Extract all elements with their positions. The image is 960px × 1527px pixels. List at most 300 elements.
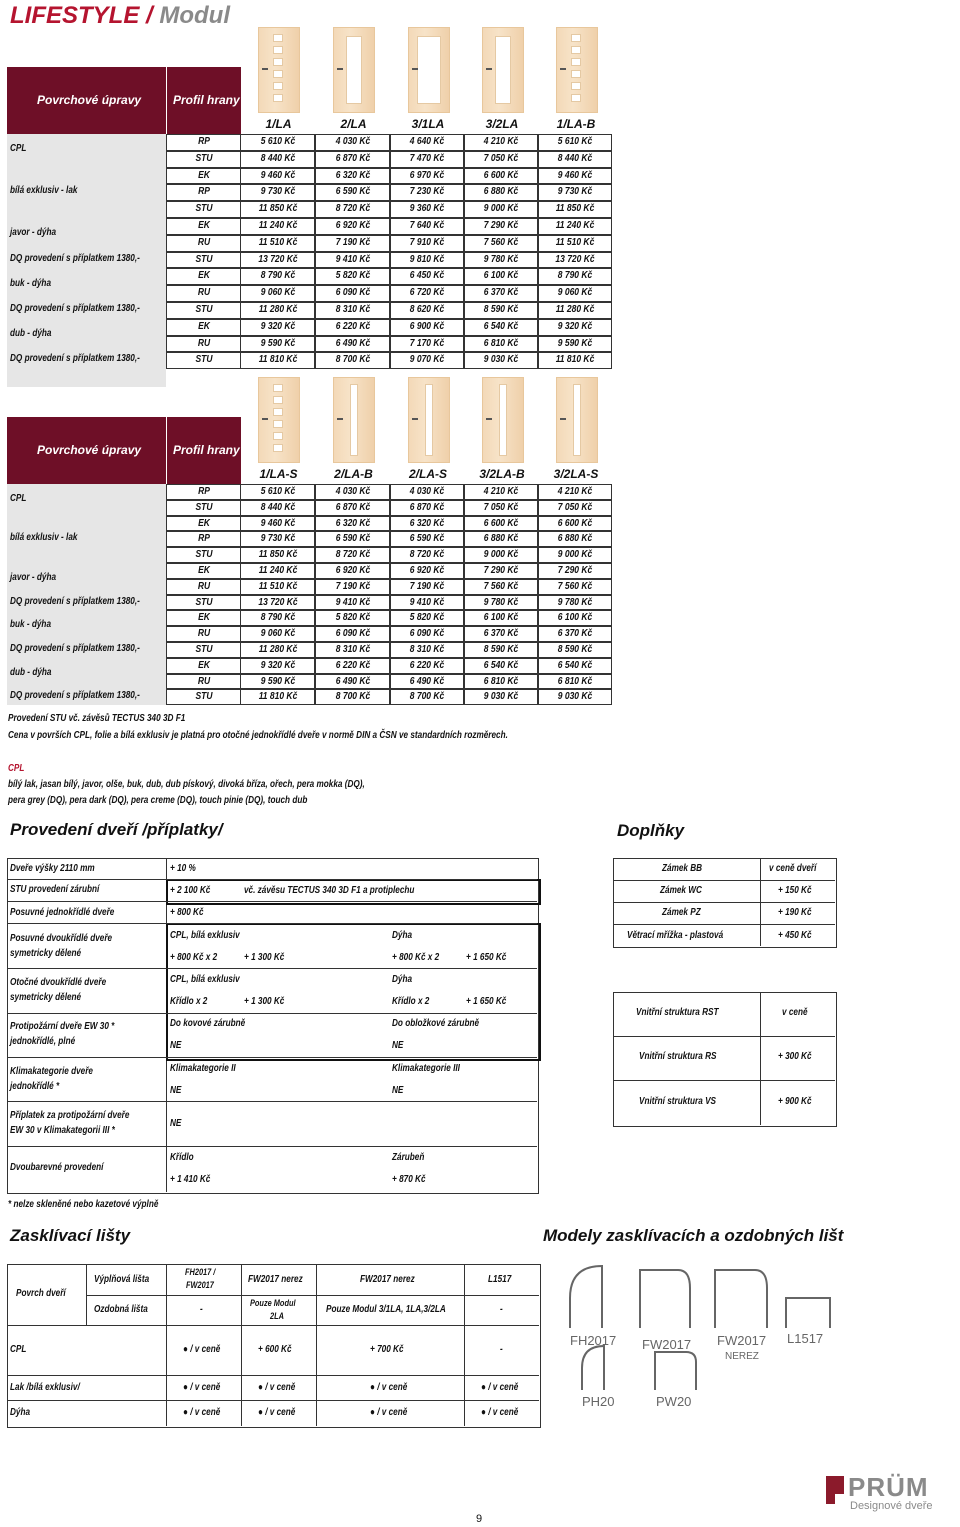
- cell-text: 9 060 Kč: [260, 628, 295, 640]
- listy-title: Zasklívací lišty: [10, 1226, 131, 1245]
- r5-label2: symetricky dělené: [10, 992, 82, 1003]
- doplnky-value: + 450 Kč: [777, 930, 812, 941]
- cell-text: 9 590 Kč: [260, 337, 295, 349]
- door-thumbnail: [408, 377, 450, 463]
- cell-text: 6 600 Kč: [483, 169, 519, 181]
- profile-cell: [166, 658, 241, 674]
- profile-cell: [166, 642, 241, 658]
- price-cell: [240, 579, 315, 595]
- doplnky-label: Zámek WC: [660, 885, 703, 896]
- line: [613, 1036, 835, 1037]
- cell-text: 9 410 Kč: [409, 596, 445, 608]
- listy-cell: ● / v ceně: [183, 1407, 221, 1418]
- ozd-4: -: [500, 1304, 503, 1315]
- row-label: [10, 353, 168, 364]
- row-label: [10, 227, 66, 238]
- cell-text: 6 540 Kč: [557, 659, 593, 671]
- listy-cell: ● / v ceně: [370, 1407, 408, 1418]
- cell-text: 11 280 Kč: [555, 304, 595, 315]
- price-cell: [240, 184, 315, 201]
- price-cell: [390, 547, 464, 563]
- price-cell: [240, 151, 315, 168]
- price-cell: [240, 689, 315, 705]
- cell-text: 11 810 Kč: [555, 354, 595, 366]
- door-thumbnail: [482, 377, 524, 463]
- doplnky-title: Doplňky: [617, 821, 685, 840]
- cell-text: 7 290 Kč: [483, 565, 519, 576]
- price-cell: [240, 610, 315, 626]
- cell-text: 13 720 Kč: [555, 253, 595, 265]
- profile-cell: [166, 268, 241, 285]
- price-cell: [538, 579, 612, 595]
- price-cell: [464, 151, 538, 168]
- line: [7, 1325, 539, 1326]
- cell-text: 8 590 Kč: [483, 304, 519, 315]
- cell-text: STU: [195, 501, 212, 513]
- price-cell: [240, 516, 315, 532]
- door-thumbnail: [556, 27, 598, 113]
- cell-text: 6 450 Kč: [409, 270, 445, 282]
- row-label-text: dub - dýha: [10, 328, 52, 340]
- cell-text: 7 910 Kč: [409, 236, 445, 248]
- cell-text: 9 730 Kč: [260, 186, 295, 198]
- price-cell: [538, 268, 612, 285]
- r5-b2: + 1 650 Kč: [466, 996, 507, 1007]
- cell-text: 8 590 Kč: [557, 644, 593, 655]
- price-cell: [464, 689, 538, 705]
- price-cell: [390, 674, 464, 690]
- cell-text: 8 590 Kč: [483, 644, 519, 655]
- price-cell: [315, 285, 390, 302]
- price-cell: [464, 319, 538, 336]
- cell-text: EK: [197, 270, 210, 282]
- door-thumbnail: [258, 27, 300, 113]
- col-fh-b: FW2017: [186, 1280, 215, 1290]
- listy-cell: + 600 Kč: [258, 1344, 292, 1355]
- r7-label2: jednokřídlé *: [10, 1081, 60, 1092]
- price-cell: [464, 134, 538, 151]
- r9-label: Dvoubarevné provedení: [10, 1162, 104, 1173]
- price-cell: [390, 500, 464, 516]
- r3-label: Posuvné jednokřídlé dveře: [10, 907, 115, 918]
- struct-value: v ceně: [782, 1007, 808, 1018]
- price-cell: [390, 484, 464, 500]
- profile-fw2017-shape: [640, 1270, 690, 1328]
- r4-a: CPL, bílá exklusiv: [170, 930, 240, 941]
- cell-text: 6 370 Kč: [483, 287, 519, 299]
- col-fw-nerez: FW2017 nerez: [248, 1274, 303, 1285]
- cell-text: RU: [197, 287, 210, 299]
- cpl-title: CPL: [8, 763, 25, 774]
- cell-text: 6 490 Kč: [409, 675, 445, 687]
- r5-a1: Křídlo x 2: [170, 996, 208, 1007]
- price-cell: [464, 268, 538, 285]
- listy-cell: ● / v ceně: [183, 1344, 221, 1355]
- price-cell: [390, 201, 464, 218]
- column-header: 2/LA-S: [408, 467, 447, 481]
- row-label-text: DQ provedení s příplatkem 1380,-: [10, 595, 140, 607]
- r6-label2: jednokřídlé, plné: [10, 1036, 76, 1047]
- profile-cell: [166, 319, 241, 336]
- r7-a1: NE: [170, 1085, 182, 1096]
- cell-text: 9 060 Kč: [260, 287, 295, 299]
- profile-cell: [166, 168, 241, 185]
- price-cell: [390, 642, 464, 658]
- cell-text: 6 490 Kč: [335, 675, 370, 687]
- listy-cell: ● / v ceně: [258, 1407, 296, 1418]
- price-cell: [315, 626, 390, 642]
- price-cell: [315, 218, 390, 235]
- price-cell: [315, 268, 390, 285]
- profile-cell: [166, 500, 241, 516]
- cell-text: 8 720 Kč: [335, 549, 370, 561]
- struct-label: Vnitřní struktura RS: [638, 1051, 717, 1062]
- cell-text: 8 310 Kč: [335, 644, 370, 655]
- cell-text: 6 870 Kč: [335, 152, 370, 164]
- row-label-text: DQ provedení s příplatkem 1380,-: [10, 252, 140, 264]
- listy-cell: ● / v ceně: [258, 1382, 296, 1393]
- door-thumbnail: [258, 377, 300, 463]
- cell-text: 11 850 Kč: [258, 549, 297, 561]
- cell-text: STU: [195, 354, 212, 366]
- price-cell: [390, 319, 464, 336]
- profile-fw2017: FW2017: [642, 1337, 692, 1352]
- profile-cell: [166, 252, 241, 269]
- row-label: [10, 690, 168, 701]
- cell-text: 6 320 Kč: [335, 169, 370, 181]
- price-cell: [240, 563, 315, 579]
- logo-square-1: [826, 1476, 844, 1494]
- profile-fw2017-nerez: FW2017: [717, 1333, 767, 1348]
- profile-cell: [166, 531, 241, 547]
- cell-text: 7 050 Kč: [557, 501, 593, 513]
- profile-cell: [166, 626, 241, 642]
- price-cell: [315, 352, 390, 369]
- profile-cell: [166, 547, 241, 563]
- cell-text: 9 410 Kč: [335, 596, 370, 608]
- options-highlight: [166, 923, 541, 1061]
- price-cell: [315, 168, 390, 185]
- cell-text: STU: [195, 253, 212, 265]
- profile-l1517-shape: [786, 1298, 830, 1328]
- price-cell: [240, 134, 315, 151]
- cell-text: 9 000 Kč: [483, 549, 519, 561]
- cell-text: 7 560 Kč: [483, 580, 519, 592]
- row-label: [10, 572, 66, 583]
- cell-text: 9 780 Kč: [557, 596, 593, 608]
- r4-b: Dýha: [392, 930, 413, 941]
- cell-text: 6 220 Kč: [335, 320, 370, 332]
- cell-text: 5 820 Kč: [409, 612, 445, 624]
- cell-text: 6 880 Kč: [483, 186, 519, 198]
- price-cell: [390, 563, 464, 579]
- cell-text: EK: [197, 659, 210, 671]
- cell-text: 7 190 Kč: [335, 236, 370, 248]
- row-label: [10, 619, 60, 630]
- cell-text: 11 280 Kč: [258, 644, 297, 655]
- profile-ph20-shape: [582, 1346, 604, 1390]
- profile-l1517: L1517: [787, 1331, 824, 1346]
- profile-fw2017-nerez-shape: [715, 1270, 767, 1328]
- profile-nerez: NEREZ: [725, 1351, 759, 1362]
- cell-text: STU: [195, 203, 212, 215]
- cell-text: 4 030 Kč: [335, 136, 370, 147]
- cell-text: 7 290 Kč: [483, 220, 519, 231]
- r5-b1: Křídlo x 2: [392, 996, 430, 1007]
- price-cell: [315, 547, 390, 563]
- cell-text: 13 720 Kč: [257, 596, 298, 608]
- door-thumbnail: [333, 377, 375, 463]
- cell-text: 8 310 Kč: [335, 304, 370, 315]
- page-number: 9: [476, 1513, 483, 1525]
- price-cell: [315, 516, 390, 532]
- ozd-3: Pouze Modul 3/1LA, 1LA,3/2LA: [326, 1304, 446, 1315]
- price-cell: [240, 319, 315, 336]
- cell-text: 6 920 Kč: [409, 565, 445, 576]
- r6-label1: Protipožární dveře EW 30 *: [10, 1021, 115, 1032]
- price-cell: [315, 319, 390, 336]
- row-label: [10, 278, 60, 289]
- r4-a1: + 800 Kč x 2: [170, 952, 218, 963]
- cell-text: 6 220 Kč: [335, 659, 370, 671]
- price-cell: [464, 500, 538, 516]
- price-cell: [464, 595, 538, 611]
- logo-square-2: [826, 1494, 835, 1504]
- row-label-text: buk - dýha: [10, 277, 52, 289]
- row-label: [10, 143, 30, 154]
- cell-text: 11 510 Kč: [258, 236, 297, 248]
- price-cell: [315, 184, 390, 201]
- listy-cell: -: [500, 1344, 503, 1355]
- price-cell: [315, 610, 390, 626]
- listy-row-label: CPL: [10, 1344, 27, 1355]
- price-cell: [315, 595, 390, 611]
- row-label: [10, 303, 168, 314]
- price-cell: [240, 168, 315, 185]
- price-cell: [240, 595, 315, 611]
- row-label-text: CPL: [10, 143, 27, 155]
- profile-cell: [166, 579, 241, 595]
- r6-b: Do obložkové zárubně: [392, 1018, 480, 1029]
- price-cell: [240, 302, 315, 319]
- price-cell: [464, 642, 538, 658]
- col-l1517: L1517: [488, 1274, 512, 1285]
- header-surface-label: Povrchové úpravy: [37, 93, 142, 107]
- struct-label: Vnitřní struktura VS: [639, 1096, 717, 1107]
- profile-cell: [166, 184, 241, 201]
- price-cell: [464, 168, 538, 185]
- price-cell: [538, 674, 612, 690]
- row-label-text: CPL: [10, 492, 27, 504]
- cell-text: RP: [197, 186, 210, 198]
- cell-text: 6 900 Kč: [409, 320, 445, 332]
- cell-text: 4 210 Kč: [557, 486, 593, 497]
- cell-text: RU: [197, 628, 210, 640]
- cell-text: 6 370 Kč: [483, 628, 519, 640]
- price-cell: [538, 201, 612, 218]
- page-title: [10, 2, 230, 30]
- price-cell: [390, 610, 464, 626]
- cell-text: 9 730 Kč: [557, 186, 593, 198]
- r8-a: NE: [170, 1118, 182, 1129]
- price-cell: [538, 516, 612, 532]
- cell-text: 9 780 Kč: [483, 596, 519, 608]
- price-cell: [538, 184, 612, 201]
- cell-text: 11 510 Kč: [555, 236, 595, 248]
- r5-b: Dýha: [392, 974, 413, 985]
- r2-value: + 2 100 Kč: [170, 885, 211, 896]
- cell-text: 8 700 Kč: [335, 354, 370, 366]
- price-cell: [315, 642, 390, 658]
- cell-text: RU: [197, 337, 210, 349]
- door-thumbnail: [333, 27, 375, 113]
- cell-text: 6 600 Kč: [483, 517, 519, 529]
- price-cell: [538, 336, 612, 353]
- profile-cell: [166, 595, 241, 611]
- r8-label2: EW 30 v Klimakategorii III *: [10, 1125, 115, 1136]
- col-fh-a: FH2017 /: [184, 1267, 216, 1277]
- price-cell: [240, 201, 315, 218]
- cell-text: 9 060 Kč: [557, 287, 593, 299]
- row-label-text: DQ provedení s příplatkem 1380,-: [10, 303, 140, 314]
- line: [613, 1080, 835, 1081]
- line: [613, 880, 835, 881]
- cell-text: 9 030 Kč: [483, 354, 519, 366]
- r6-a: Do kovové zárubně: [170, 1018, 246, 1029]
- price-cell: [315, 484, 390, 500]
- r5-a2: + 1 300 Kč: [244, 996, 285, 1007]
- cell-text: 8 310 Kč: [409, 644, 445, 655]
- cell-text: 11 850 Kč: [555, 203, 595, 215]
- door-thumbnail: [482, 27, 524, 113]
- line: [7, 1057, 537, 1058]
- provedeni-title: Provedení dveří /příplatky/: [10, 820, 223, 839]
- cell-text: 9 070 Kč: [409, 354, 445, 366]
- cell-text: 5 610 Kč: [260, 486, 295, 497]
- cell-text: 6 320 Kč: [335, 517, 370, 529]
- row-label: [10, 493, 30, 504]
- cell-text: RP: [197, 486, 210, 497]
- price-cell: [538, 319, 612, 336]
- price-cell: [464, 626, 538, 642]
- listy-cell: ● / v ceně: [183, 1382, 221, 1393]
- price-cell: [390, 689, 464, 705]
- profile-cell: [166, 134, 241, 151]
- cell-text: RP: [197, 136, 210, 147]
- r9-b: Zárubeň: [392, 1152, 425, 1163]
- cell-text: 6 720 Kč: [409, 287, 445, 299]
- cell-text: 9 320 Kč: [557, 320, 593, 332]
- row-label-text: bílá exklusiv - lak: [10, 185, 78, 197]
- cell-text: 9 000 Kč: [557, 549, 593, 561]
- price-cell: [240, 547, 315, 563]
- cell-text: 6 490 Kč: [335, 337, 370, 349]
- r4-b2: + 1 650 Kč: [466, 952, 507, 963]
- cell-text: 4 640 Kč: [409, 136, 445, 147]
- line: [7, 879, 537, 880]
- price-cell: [315, 579, 390, 595]
- price-cell: [464, 484, 538, 500]
- row-label-text: javor - dýha: [10, 227, 57, 239]
- cell-text: 9 030 Kč: [483, 691, 519, 703]
- price-cell: [538, 168, 612, 185]
- doplnky-label: Zámek BB: [661, 863, 702, 874]
- price-cell: [464, 563, 538, 579]
- cell-text: 11 240 Kč: [555, 220, 595, 231]
- line: [7, 1146, 537, 1147]
- r1-label: Dveře výšky 2110 mm: [10, 863, 95, 874]
- price-cell: [240, 268, 315, 285]
- price-cell: [240, 626, 315, 642]
- cpl-line2: pera grey (DQ), pera dark (DQ), pera creme (DQ), touch pinie (DQ), touch dub: [8, 795, 308, 806]
- row-label: [10, 328, 61, 339]
- struct-label: Vnitřní struktura RST: [635, 1007, 719, 1018]
- price-cell: [464, 252, 538, 269]
- cell-text: 6 090 Kč: [335, 287, 370, 299]
- profile-cell: [166, 336, 241, 353]
- price-cell: [390, 151, 464, 168]
- cell-text: 5 820 Kč: [335, 270, 370, 282]
- header-surface-label: Povrchové úpravy: [37, 443, 142, 457]
- price-cell: [240, 658, 315, 674]
- price-cell: [538, 252, 612, 269]
- door-thumbnail: [408, 27, 450, 113]
- cell-text: 6 880 Kč: [557, 533, 593, 545]
- price-cell: [390, 285, 464, 302]
- doplnky-label: Zámek PZ: [662, 907, 702, 918]
- cell-text: 4 030 Kč: [335, 486, 370, 497]
- price-cell: [240, 484, 315, 500]
- price-cell: [538, 285, 612, 302]
- profile-cell: [166, 302, 241, 319]
- line: [464, 1264, 465, 1426]
- line: [7, 1101, 537, 1102]
- column-header: 2/LA: [340, 117, 367, 131]
- column-header: 2/LA-B: [334, 467, 373, 481]
- listy-cell: + 700 Kč: [370, 1344, 404, 1355]
- cell-text: 11 240 Kč: [258, 565, 297, 576]
- cell-text: RU: [197, 236, 210, 248]
- price-cell: [538, 218, 612, 235]
- price-cell: [538, 134, 612, 151]
- profile-fh2017: FH2017: [570, 1333, 617, 1348]
- cell-text: 11 810 Kč: [258, 691, 297, 703]
- price-cell: [538, 151, 612, 168]
- cell-text: 11 280 Kč: [258, 304, 297, 315]
- price-cell: [315, 674, 390, 690]
- ozd-2b: 2LA: [270, 1311, 284, 1321]
- listy-row-label: Lak /bílá exklusiv/: [10, 1382, 80, 1393]
- header-profile: [167, 67, 241, 134]
- profile-cell: [166, 285, 241, 302]
- price-cell: [315, 336, 390, 353]
- price-cell: [390, 184, 464, 201]
- price-cell: [315, 689, 390, 705]
- cell-text: 7 230 Kč: [409, 186, 445, 198]
- cell-text: 9 810 Kč: [409, 253, 445, 265]
- profile-drawings: [560, 1258, 850, 1418]
- cell-text: 6 320 Kč: [409, 517, 445, 529]
- cell-text: 9 000 Kč: [483, 203, 519, 215]
- price-cell: [390, 352, 464, 369]
- row-label: [10, 643, 168, 654]
- profile-pw20-shape: [655, 1352, 696, 1390]
- profile-cell: [166, 610, 241, 626]
- price-cell: [390, 531, 464, 547]
- note-stu: Provedení STU vč. závěsů TECTUS 340 3D F1: [8, 713, 186, 724]
- line: [316, 1264, 317, 1426]
- cell-text: 6 540 Kč: [483, 659, 519, 671]
